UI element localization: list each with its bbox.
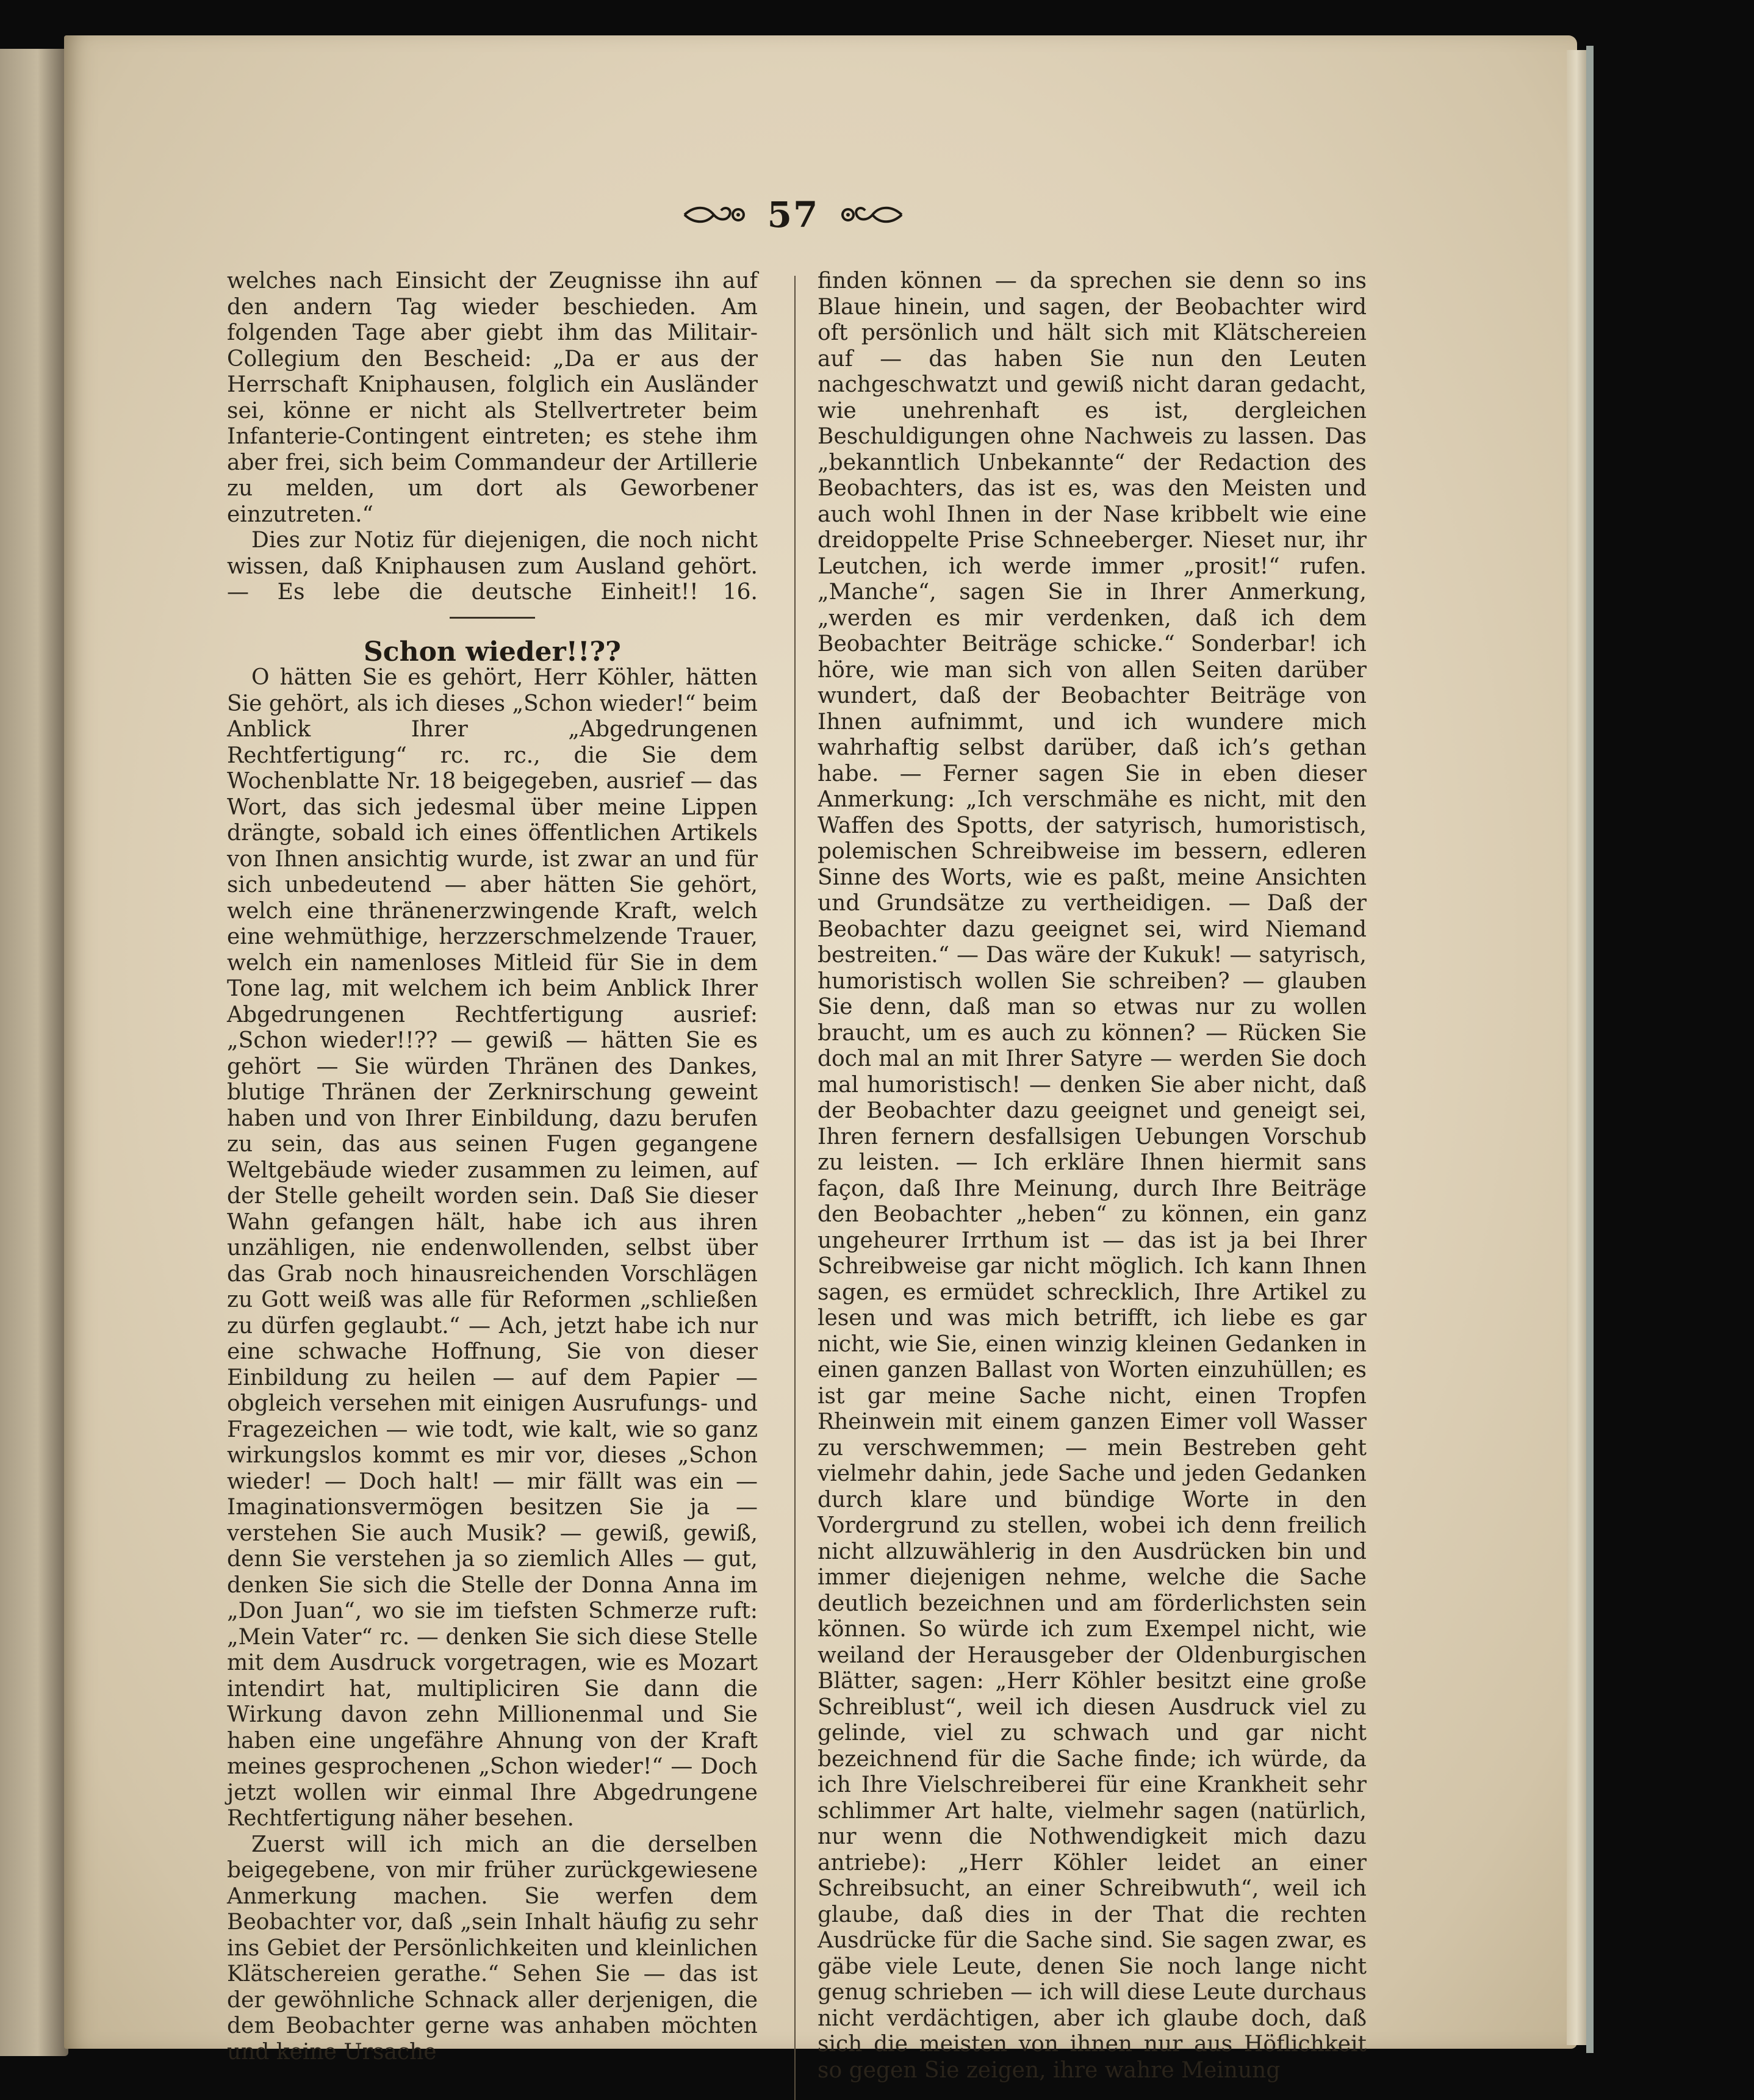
- previous-page-edge: [0, 49, 68, 2056]
- right-column: [818, 268, 1367, 2093]
- page-number: 57: [767, 194, 819, 236]
- paragraph: Zuerst will ich mich an die derselben beigegebene, von mir früher zurückgewiesene Anmerkung machen. Sie werfen dem Beobachter vor, daß „sein Inhalt häufig zu sehr ins Gebiet der Persönlichkeiten und kleinlichen Klätschereien gerathe.“ Sehen Sie — das ist der gewöhnliche Schnack aller derjenigen, die dem Beobachter gerne was anhaben möchten und keine Ursache: [227, 1832, 758, 2065]
- paragraph: O hätten Sie es gehört, Herr Köhler, hätten Sie gehört, als ich dieses „Schon wieder!“ beim Anblick Ihrer „Abgedrungenen Rechtfertigung“ rc. rc., die Sie dem Wochenblatte Nr. 18 beigegeben, ausrief — das Wort, das sich jedesmal über meine Lippen drängte, sobald ich eines öffentlichen Artikels von Ihnen ansichtig wurde, ist zwar an und für sich unbedeutend — aber hätten Sie gehört, welch eine thränenerzwingende Kraft, welch eine wehmüthige, herzzerschmelzende Trauer, welch ein namenloses Mitleid für Sie in dem Tone lag, mit welchem ich beim Anblick Ihrer Abgedrungenen Rechtfertigung ausrief: „Schon wieder!!?? — gewiß — hätten Sie es gehört — Sie würden Thränen des Dankes, blutige Thränen der Zerknirschung geweint haben und von Ihrer Einbildung, dazu berufen zu sein, das aus seinen Fugen gegangene Weltgebäude wieder zusammen zu leimen, auf der Stelle geheilt worden sein. Daß Sie dieser Wahn gefangen hält, habe ich aus ihren unzähligen, nie endenwollenden, selbst über das Grab noch hinausreichenden Vorschlägen zu Gott weiß was alle für Reformen „schließen zu dürfen geglaubt.“ — Ach, jetzt habe ich nur eine schwache Hoffnung, Sie von dieser Einbildung zu heilen — auf dem Papier — obgleich versehen mit einigen Ausrufungs- und Fragezeichen — wie todt, wie kalt, wie so ganz wirkungslos kommt es mir vor, dieses „Schon wieder! — Doch halt! — mir fällt was ein — Imaginationsvermögen besitzen Sie ja — verstehen Sie auch Musik? — gewiß, gewiß, denn Sie verstehen ja so ziemlich Alles — gut, denken Sie sich die Stelle der Donna Anna im „Don Juan“, wo sie im tiefsten Schmerze ruft: „Mein Vater“ rc. — denken Sie sich diese Stelle mit dem Ausdruck vorgetragen, wie es Mozart intendirt hat, multipliciren Sie dann die Wirkung davon zehn Millionenmal und Sie haben eine ungefähre Ahnung von der Kraft meines gesprochenen „Schon wieder!“ — Doch jetzt wollen wir einmal Ihre Abgedrungene Rechtfertigung näher besehen.: [227, 665, 758, 1831]
- column-rule: [794, 276, 796, 2100]
- page-header: [665, 190, 921, 239]
- paragraph: welches nach Einsicht der Zeugnisse ihn auf den andern Tag wieder beschieden. Am folgenden Tage aber giebt ihm das Militair-Collegium den Bescheid: „Da er aus der Herrschaft Kniphausen, folglich ein Ausländer sei, könne er nicht als Stellvertreter beim Infanterie-Contingent eintreten; es stehe ihm aber frei, sich beim Commandeur der Artillerie zu melden, um dort als Geworbener einzutreten.“: [227, 268, 758, 527]
- left-column: [227, 268, 758, 2093]
- paragraph-text: Dies zur Notiz für diejenigen, die noch nicht wissen, daß Kniphausen zum Ausland gehört. — Es lebe die deutsche Einheit!!: [227, 528, 758, 605]
- signature: 16.: [722, 580, 758, 605]
- article-headline: Schon wieder!!??: [364, 636, 621, 667]
- left-ornament-icon: [682, 201, 749, 229]
- section-divider: [450, 617, 535, 619]
- paragraph: [227, 528, 758, 606]
- paragraph: finden können — da sprechen sie denn so ins Blaue hinein, und sagen, der Beobachter wird oft persönlich und hält sich mit Klätschereien auf — das haben Sie nun den Leuten nachgeschwatzt und gewiß nicht daran gedacht, wie unehrenhaft es ist, dergleichen Beschuldigungen ohne Nachweis zu lassen. Das „bekanntlich Unbekannte“ der Redaction des Beobachters, das ist es, was den Meisten und auch wohl Ihnen in der Nase kribbelt wie eine dreidoppelte Prise Schneeberger. Nieset nur, ihr Leutchen, ich werde immer „prosit!“ rufen. „Manche“, sagen Sie in Ihrer Anmerkung, „werden es mir verdenken, daß ich dem Beobachter Beiträge schicke.“ Sonderbar! ich höre, wie man sich von allen Seiten darüber wundert, daß der Beobachter Beiträge von Ihnen aufnimmt, und ich wundere mich wahrhaftig selbst darüber, daß ich’s gethan habe. — Ferner sagen Sie in eben dieser Anmerkung: „Ich verschmähe es nicht, mit den Waffen des Spotts, der satyrisch, humoristisch, polemischen Schreibweise im bessern, edleren Sinne des Worts, wie es paßt, meine Ansichten und Grundsätze zu vertheidigen. — Daß der Beobachter dazu geeignet sei, wird Niemand bestreiten.“ — Das wäre der Kukuk! — satyrisch, humoristisch wollen Sie schreiben? — glauben Sie denn, daß man so etwas nur zu wollen braucht, um es auch zu können? — Rücken Sie doch mal an mit Ihrer Satyre — werden Sie doch mal humoristisch! — denken Sie aber nicht, daß der Beobachter dazu geeignet und geneigt sei, Ihren fernern desfallsigen Uebungen Vorschub zu leisten. — Ich erkläre Ihnen hiermit sans façon, daß Ihre Meinung, durch Ihre Beiträge den Beobachter „heben“ zu können, ein ganz ungeheurer Irrthum ist — das ist ja bei Ihrer Schreibweise gar nicht möglich. Ich kann Ihnen sagen, es ermüdet schrecklich, Ihre Artikel zu lesen und was mich betrifft, ich liebe es gar nicht, wie Sie, einen winzig kleinen Gedanken in einen ganzen Ballast von Worten einzuhüllen; es ist gar meine Sache nicht, einen Tropfen Rheinwein mit einem ganzen Eimer voll Wasser zu verschwemmen; — mein Bestreben geht vielmehr dahin, jede Sache und jeden Gedanken durch klare und bündige Worte in den Vordergrund zu stellen, wobei ich denn freilich nicht allzuwählerig in den Ausdrücken bin und immer diejenigen nehme, welche die Sache deutlich bezeichnen und am förderlichsten sein können. So würde ich zum Exempel nicht, wie weiland der Herausgeber der Oldenburgischen Blätter, sagen: „Herr Köhler besitzt eine große Schreiblust“, weil ich diesen Ausdruck viel zu gelinde, viel zu schwach und gar nicht bezeichnend für die Sache finde; ich würde, da ich Ihre Vielschreiberei für eine Krankheit sehr schlimmer Art halte, vielmehr sagen (natürlich, nur wenn die Nothwendigkeit mich dazu antriebe): „Herr Köhler leidet an einer Schreibsucht, an einer Schreibwuth“, weil ich glaube, daß dies in der That die rechten Ausdrücke für die Sache sind. Sie sagen zwar, es gäbe viele Leute, denen Sie noch lange nicht genug schrieben — ich will diese Leute durchaus nicht verdächtigen, aber ich glaube doch, daß sich die meisten von ihnen nur aus Höflichkeit so gegen Sie zeigen, ihre wahre Meinung: [818, 268, 1367, 2083]
- binding-strip: [1586, 46, 1594, 2053]
- right-ornament-icon: [837, 201, 904, 229]
